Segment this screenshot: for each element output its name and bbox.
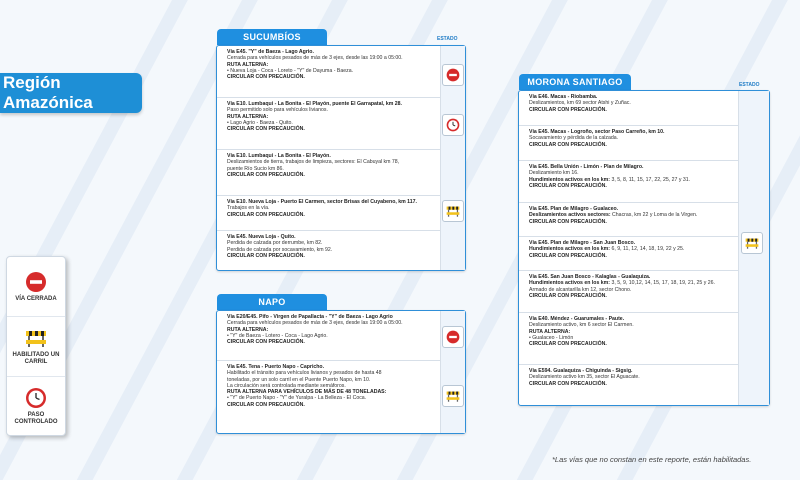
table-row: Vía E40. Méndez - Guarumales - Paute. Deslizamiento activo, km 6 sector El Carmen. RUTA ALTERNA: • Gualaceo - Limón CIRCULAR CON PRECAUCIÓN.: [519, 313, 739, 365]
sucumbios-title: SUCUMBÍOS: [217, 29, 327, 45]
clock-icon: [25, 387, 47, 409]
morona-title: MORONA SANTIAGO: [519, 74, 631, 90]
legend-label: VÍA CERRADA: [15, 295, 57, 302]
legend: [6, 256, 66, 436]
no-entry-icon: [446, 68, 460, 82]
region-title: Región Amazónica: [0, 73, 142, 113]
legend-item-controlled: [7, 377, 65, 436]
table-row: Vía E45. Plan de Milagro - Gualaceo. Deslizamientos activos sectores: Chacras, km 22 y Loma de la Virgen. CIRCULAR CON PRECAUCIÓN.: [519, 203, 739, 237]
status-controlled: [442, 114, 464, 136]
table-row: Vía E45. "Y" de Baeza - Lago Agrio. Cerrada para vehículos pesados de más de 3 ejes, desde las 19:00 a 05:00. RUTA ALTERNA: • Nueva Loja - Coca - Loreto - "Y" de Dayuma - Baeza. CIRCULAR CON PRECAUCIÓN.: [217, 46, 441, 98]
table-row: Vía E45. Macas - Logroño, sector Paso Carreño, km 10. Socavamiento y pérdida de la calzada. CIRCULAR CON PRECAUCIÓN.: [519, 126, 739, 161]
barrier-one-lane-icon: [445, 204, 461, 218]
table-row: Vía E20/E45. Pifo - Virgen de Papallacta - "Y" de Baeza - Lago Agrio Cerrada para vehículos pesados de más de 3 ejes, desde las 19:00 a 05:00. RUTA ALTERNA: • "Y" de Baeza - Lotero - Coca - Lago Agrio. CIRCULAR CON PRECAUCIÓN.: [217, 311, 441, 361]
sucumbios-panel: [216, 45, 466, 271]
table-row: Vía E594. Gualaquiza - Chiguinda - Sigsig. Deslizamiento activo km 35, sector El Aguacate. CIRCULAR CON PRECAUCIÓN.: [529, 368, 640, 387]
status-one-lane: [741, 232, 763, 254]
napo-panel: [216, 310, 466, 434]
table-row: Vía E10. Lumbaqui - La Bonita - El Playón. Deslizamientos de tierra, trabajos de limpieza, sectores: El Cabuyal km 78, puente Río Sucio km 86. CIRCULAR CON PRECAUCIÓN.: [217, 150, 441, 196]
clock-icon: [446, 118, 460, 132]
table-row: Vía E45. Plan de Milagro - San Juan Bosco. Hundimientos activos en los km: 6, 9, 11, 12, 14, 18, 19, 22 y 25. CIRCULAR CON PRECAUCIÓN.: [519, 237, 739, 271]
napo-title: NAPO: [217, 294, 327, 310]
estado-label: ESTADO: [437, 36, 458, 42]
table-row: Vía E45. San Juan Bosco - Kalaglas - Gualaquiza. Hundimientos activos en los km: 3, 5, 9, 10,12, 14, 15, 17, 18, 19, 21, 25 y 26. Armado de alcantarilla km 12, sector Chono. CIRCULAR CON PRECAUCIÓN.: [519, 271, 739, 313]
table-row: Vía E45. Nueva Loja - Quito. Perdida de calzada por derrumbe, km 82. Perdida de calzada por socavamiento, km 92. CIRCULAR CON PRECAUCIÓN.: [227, 234, 333, 259]
no-entry-icon: [446, 330, 460, 344]
footer-note: *Las vías que no constan en este reporte, están habilitadas.: [552, 455, 752, 464]
status-closed: [442, 64, 464, 86]
legend-item-closed: [7, 257, 65, 317]
table-row: Vía E10. Nueva Loja - Puerto El Carmen, sector Brisas del Cuyabeno, km 117. Trabajos en la vía. CIRCULAR CON PRECAUCIÓN.: [217, 196, 441, 231]
barrier-one-lane-icon: [445, 389, 461, 403]
table-row: Vía E45. Tena - Puerto Napo - Capricho. Habilitado el tránsito para vehículos livianos y pesados de hasta 48 toneladas, por un solo carril en el Puente Puerto Napo, km 10. La circulación será controlada mediante semáforos. RUTA ALTERNA PARA VEHÍCULOS DE MÁS DE 48 TONELADAS: • "Y" de Puerto Napo - "Y" de Yuralpa - La Belleza - El Coca. CIRCULAR CON PRECAUCIÓN.: [227, 364, 387, 408]
morona-panel: [518, 90, 770, 406]
estado-label: ESTADO: [739, 82, 760, 88]
status-one-lane: [442, 385, 464, 407]
legend-label: PASO CONTROLADO: [14, 412, 58, 425]
table-row: Vía E45. Bella Unión - Limón - Plan de Milagro. Deslizamiento km 16. Hundimientos activos en los km: 3, 5, 8, 11, 15, 17, 22, 25, 27 y 31. CIRCULAR CON PRECAUCIÓN.: [519, 161, 739, 203]
barrier-one-lane-icon: [24, 327, 48, 349]
status-one-lane: [442, 200, 464, 222]
table-row: Vía E10. Lumbaqui - La Bonita - El Playón, puente El Garrapatal, km 28. Paso permitido solo para vehículos livianos. RUTA ALTERNA: • Lago Agrio - Baeza - Quito. CIRCULAR CON PRECAUCIÓN.: [217, 98, 441, 150]
legend-label: HABILITADO UN CARRIL: [12, 352, 60, 365]
barrier-one-lane-icon: [744, 236, 760, 250]
table-row: Vía E46. Macas - Riobamba. Deslizamientos, km 69 sector Atshi y Zuñac. CIRCULAR CON PRECAUCIÓN.: [519, 91, 739, 126]
legend-item-one-lane: [7, 317, 65, 377]
status-closed: [442, 326, 464, 348]
no-entry-icon: [25, 271, 47, 293]
